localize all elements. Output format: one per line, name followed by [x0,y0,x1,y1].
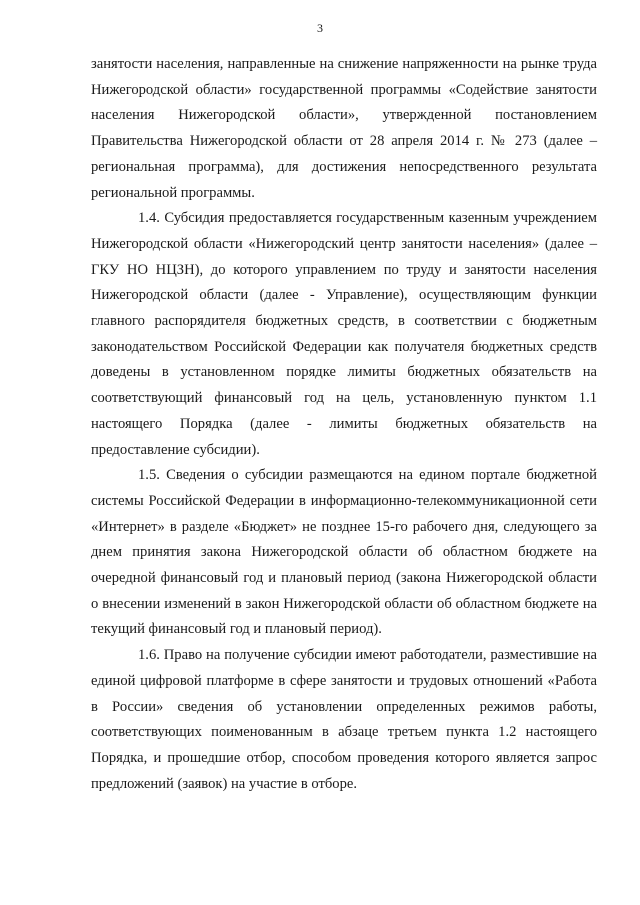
document-body [91,52,597,797]
paragraph-continuation: занятости населения, направленные на снижение напряженности на рынке труда Нижегородской области» государственной программы «Содействие занятости населения Нижегородской области», утвержденной постановлением Правительства Нижегородской области от 28 апреля 2014 г. № 273 (далее – региональная программа), для достижения непосредственного результата региональной программы. [91,56,597,201]
paragraph-1-4: 1.4. Субсидия предоставляется государственным казенным учреждением Нижегородской области «Нижегородский центр занятости населения» (далее – ГКУ НО НЦЗН), до которого управлением по труду и занятости населения Нижегородской области (далее - Управление), осуществляющим функции главного распорядителя бюджетных средств, в соответствии с бюджетным законодательством Российской Федерации как получателя бюджетных средств доведены в установленном порядке лимиты бюджетных обязательств на соответствующий финансовый год на цель, установленную пунктом 1.1 настоящего Порядка (далее - лимиты бюджетных обязательств на предоставление субсидии). [91,210,597,458]
paragraph-1-6: 1.6. Право на получение субсидии имеют работодатели, разместившие на единой цифровой платформе в сфере занятости и трудовых отношений «Работа в России» сведения об установлении определенных режимов работы, соответствующих поименованным в абзаце третьем пункта 1.2 настоящего Порядка, и прошедшие отбор, способом проведения которого является запрос предложений (заявок) на участие в отборе. [91,647,597,792]
paragraph-1-5: 1.5. Сведения о субсидии размещаются на едином портале бюджетной системы Российской Федерации в информационно-телекоммуникационной сети «Интернет» в разделе «Бюджет» не позднее 15-го рабочего дня, следующего за днем принятия закона Нижегородской области об областном бюджете на очередной финансовый год и плановый период (закона Нижегородской области о внесении изменений в закон Нижегородской области об областном бюджете на текущий финансовый год и плановый период). [91,467,597,638]
page-number: 3 [317,21,323,35]
